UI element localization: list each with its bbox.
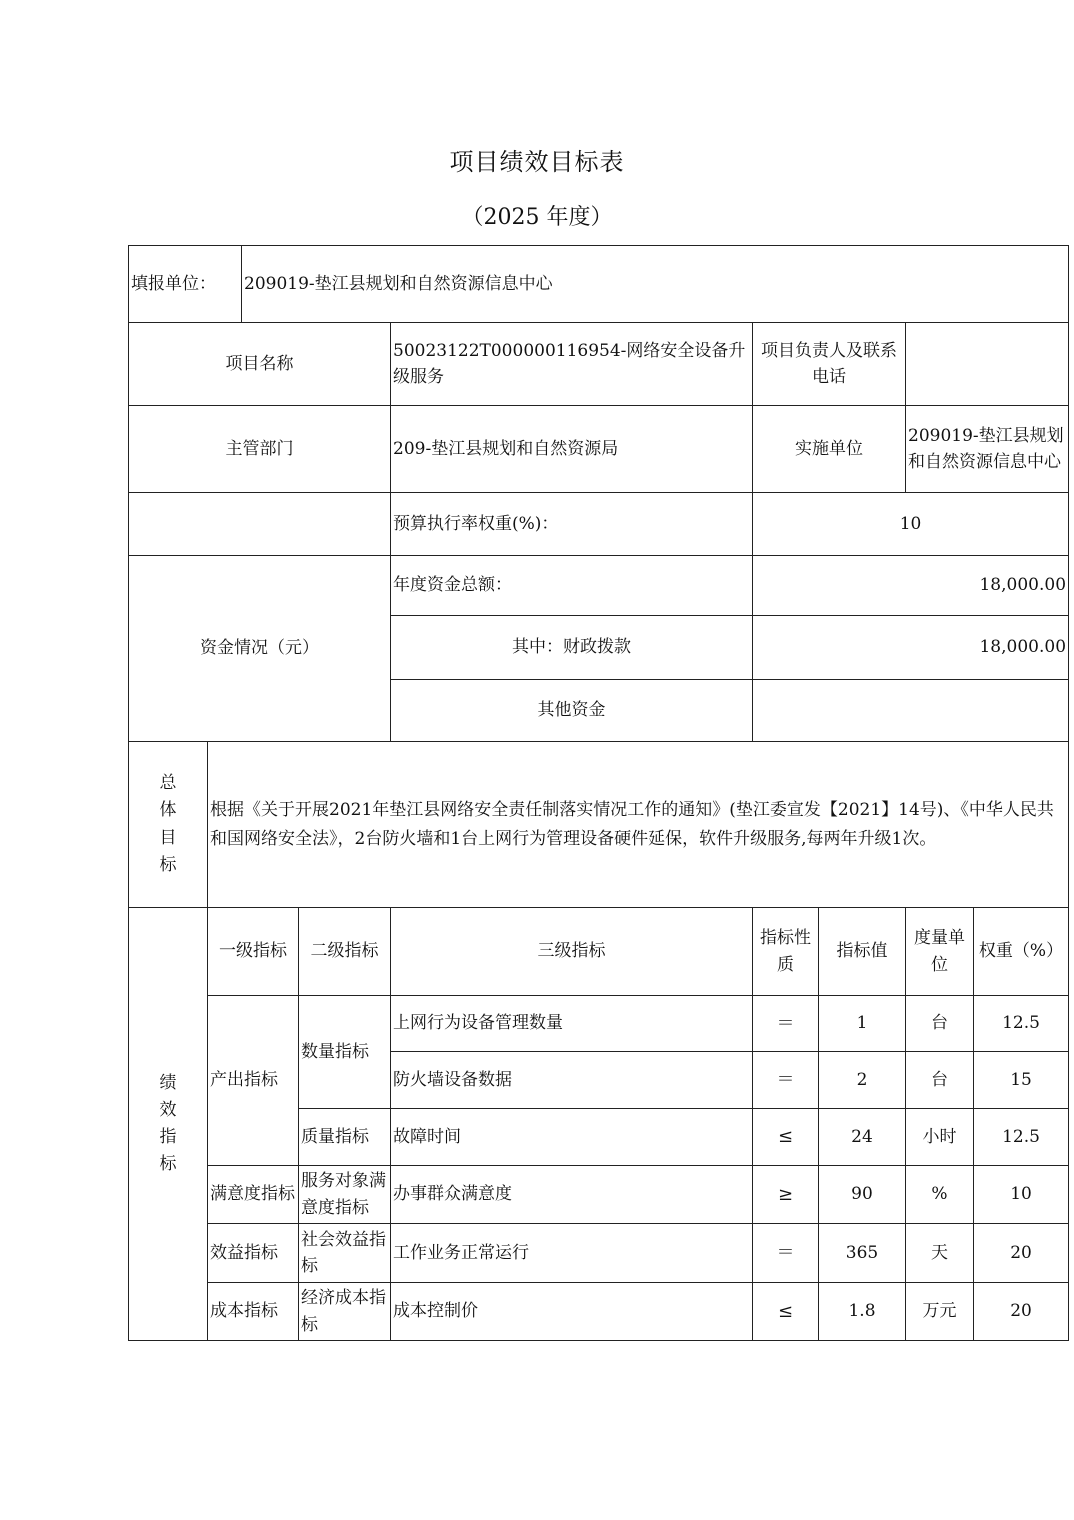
level2-social: 社会效益指标: [299, 1224, 391, 1283]
indicators-label: 绩效指标: [129, 908, 208, 1341]
budget-weight-value: 10: [753, 493, 1069, 556]
header-level2: 二级指标: [299, 908, 391, 996]
level2-service: 服务对象满意度指标: [299, 1166, 391, 1224]
level3-cell: 防火墙设备数据: [391, 1052, 753, 1109]
header-unit: 度量单位: [906, 908, 974, 996]
nature-cell: ≤: [753, 1109, 819, 1166]
nature-cell: ＝: [753, 996, 819, 1052]
indicator-row: [129, 996, 1069, 1052]
level1-benefit: 效益指标: [208, 1224, 299, 1283]
level1-output: 产出指标: [208, 996, 299, 1166]
funds-fiscal-value: 18,000.00: [753, 616, 1069, 680]
indicator-row: [129, 1224, 1069, 1283]
level3-cell: 上网行为设备管理数量: [391, 996, 753, 1052]
unit-cell: 小时: [906, 1109, 974, 1166]
overall-goal-label: 总体目标: [129, 742, 208, 908]
unit-cell: 台: [906, 996, 974, 1052]
filling-unit-label: 填报单位：: [129, 246, 242, 323]
project-manager-label: 项目负责人及联系电话: [753, 323, 906, 406]
filling-unit-row: [129, 246, 1069, 323]
overall-goal-text: 根据《关于开展2021年垫江县网络安全责任制落实情况工作的通知》(垫江委宣发【2021】14号)、《中华人民共和国网络安全法》，2台防火墙和1台上网行为管理设备硬件延保，软件升级服务,每两年升级1次。: [208, 742, 1069, 908]
funds-other-value: [753, 680, 1069, 742]
funds-total-row: [129, 556, 1069, 616]
page-subtitle: （2025 年度）: [461, 205, 613, 230]
weight-cell: 12.5: [974, 996, 1069, 1052]
unit-cell: 台: [906, 1052, 974, 1109]
level1-satisfaction: 满意度指标: [208, 1166, 299, 1224]
unit-cell: %: [906, 1166, 974, 1224]
weight-cell: 12.5: [974, 1109, 1069, 1166]
nature-cell: ≤: [753, 1283, 819, 1341]
department-label: 主管部门: [129, 406, 391, 493]
value-cell: 90: [819, 1166, 906, 1224]
performance-target-table: [128, 245, 1069, 1341]
indicator-row: [129, 1283, 1069, 1341]
indicator-row: [129, 1166, 1069, 1224]
value-cell: 1.8: [819, 1283, 906, 1341]
budget-weight-row: [129, 493, 1069, 556]
level1-cost: 成本指标: [208, 1283, 299, 1341]
unit-cell: 万元: [906, 1283, 974, 1341]
nature-cell: ＝: [753, 1224, 819, 1283]
level3-cell: 工作业务正常运行: [391, 1224, 753, 1283]
value-cell: 24: [819, 1109, 906, 1166]
level2-economic: 经济成本指标: [299, 1283, 391, 1341]
weight-cell: 20: [974, 1224, 1069, 1283]
project-name-value: 50023122T000000116954-网络安全设备升级服务: [391, 323, 753, 406]
level3-cell: 故障时间: [391, 1109, 753, 1166]
department-row: [129, 406, 1069, 493]
implementing-unit-value: 209019-垫江县规划和自然资源信息中心: [906, 406, 1069, 493]
value-cell: 365: [819, 1224, 906, 1283]
project-name-row: [129, 323, 1069, 406]
funds-fiscal-label: 其中：财政拨款: [391, 616, 753, 680]
header-nature: 指标性质: [753, 908, 819, 996]
funds-total-label: 年度资金总额：: [391, 556, 753, 616]
weight-cell: 20: [974, 1283, 1069, 1341]
overall-goal-row: [129, 742, 1069, 908]
value-cell: 2: [819, 1052, 906, 1109]
level2-quantity: 数量指标: [299, 996, 391, 1109]
budget-weight-label: 预算执行率权重(%)：: [391, 493, 753, 556]
implementing-unit-label: 实施单位: [753, 406, 906, 493]
weight-cell: 10: [974, 1166, 1069, 1224]
header-value: 指标值: [819, 908, 906, 996]
level3-cell: 成本控制价: [391, 1283, 753, 1341]
nature-cell: ≥: [753, 1166, 819, 1224]
department-value: 209-垫江县规划和自然资源局: [391, 406, 753, 493]
header-level3: 三级指标: [391, 908, 753, 996]
value-cell: 1: [819, 996, 906, 1052]
funds-label: 资金情况（元）: [129, 556, 391, 742]
unit-cell: 天: [906, 1224, 974, 1283]
level2-quality: 质量指标: [299, 1109, 391, 1166]
weight-cell: 15: [974, 1052, 1069, 1109]
indicators-header-row: [129, 908, 1069, 996]
project-name-label: 项目名称: [129, 323, 391, 406]
funds-total-value: 18,000.00: [753, 556, 1069, 616]
page-title: 项目绩效目标表: [449, 148, 625, 176]
filling-unit-value: 209019-垫江县规划和自然资源信息中心: [242, 246, 1069, 323]
level3-cell: 办事群众满意度: [391, 1166, 753, 1224]
nature-cell: ＝: [753, 1052, 819, 1109]
header-weight: 权重（%）: [974, 908, 1069, 996]
funds-other-label: 其他资金: [391, 680, 753, 742]
header-level1: 一级指标: [208, 908, 299, 996]
project-manager-value: [906, 323, 1069, 406]
